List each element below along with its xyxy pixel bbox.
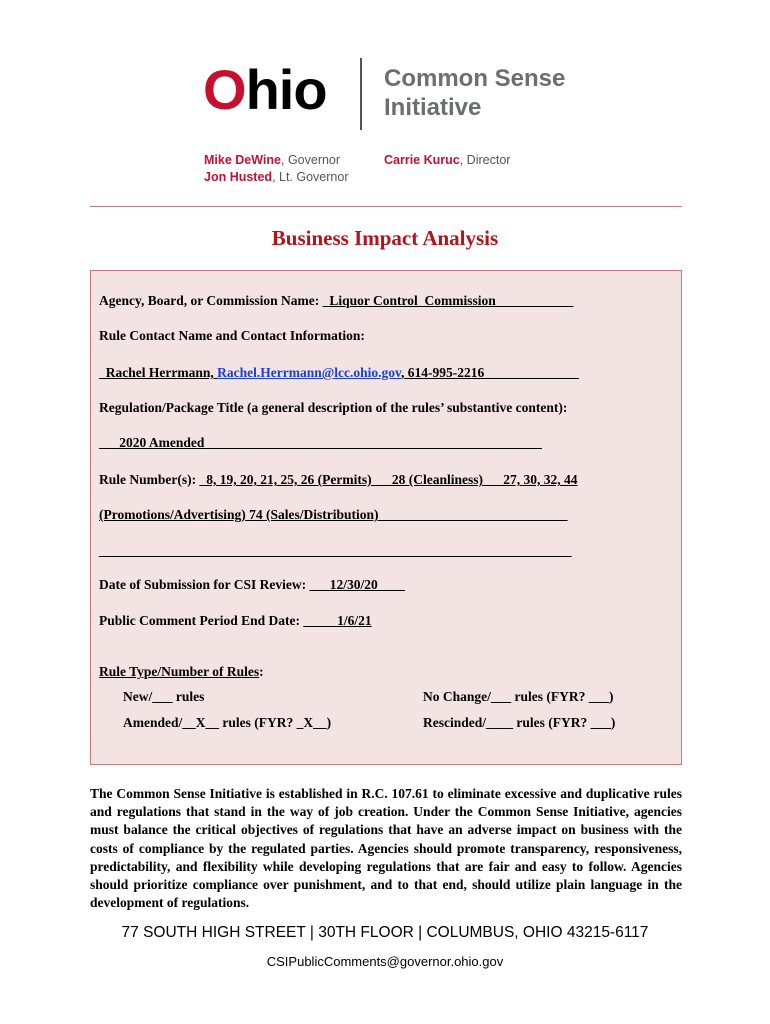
comment-label: Public Comment Period End Date: [99,613,304,628]
agency-value: _Liquor Control_Commission_____ ______ [322,293,574,308]
agency-label: Agency, Board, or Commission Name: [99,293,323,308]
contact-label: Rule Contact Name and Contact Information: [99,328,365,343]
no-change-rules: No Change/___ rules (FYR? ___) [423,689,614,704]
rule-numbers-line [99,472,577,488]
regulation-label: Regulation/Package Title (a general description of the rules’ substantive content): [99,400,568,415]
document-title: Business Impact Analysis [271,226,499,250]
rule-numbers-label: Rule Number(s): [99,472,200,487]
ohio-logo-o: O [203,58,246,121]
governor-name: Mike DeWine [204,153,281,167]
logo-divider [360,58,362,130]
csi-description-paragraph: The Common Sense Initiative is established in R.C. 107.61 to eliminate excessive and duplicative rules and regulations that stand in the way of job creation. Under the Common Sense Initiative, agencies must balance the critical objectives of regulations that have an adverse impact on business with the costs of compliance by the regulated parties. Agencies should promote transparency, responsiveness, predictability, and flexibility while developing regulations that are fair and easy to follow. Agencies should prioritize compliance over punishment, and to that end, should utilize plain language in the development of regulations. [90,786,682,911]
comment-line [99,613,372,629]
contact-line [99,365,579,381]
lt-governor-name: Jon Husted [204,170,273,184]
header-divider [90,206,682,207]
director-name: Carrie Kuruc [384,153,460,167]
footer-address: 77 SOUTH HIGH STREET | 30TH FLOOR | COLUMBUS, OHIO 43215-6117 [121,924,649,941]
submission-label: Date of Submission for CSI Review: [99,577,310,592]
new-rules: New/___ rules [123,689,205,704]
rescinded-rules: Rescinded/____ rules (FYR? ___) [423,715,616,730]
governor-line [204,152,349,169]
amended-rules: Amended/__X__ rules (FYR? _X__) [123,715,332,730]
csi-logo-line1: Common Sense [384,65,566,92]
contact-name: _Rachel Herrmann, [99,365,218,380]
form-box [90,270,682,765]
rule-numbers-continued: (Promotions/Advertising) 74 (Sales/Distribution)____________________________ [99,507,568,522]
rule-type-label: Rule Type/Number of Rules [99,664,260,679]
rule-numbers-value: _8, 19, 20, 21, 25, 26 (Permits)___28 (Cleanliness)___27, 30, 32, 44 [199,472,578,487]
agency-line [99,293,573,309]
officials-right [384,152,510,169]
submission-line [99,577,405,593]
contact-email-link[interactable]: Rachel.Herrmann@lcc.ohio.gov [217,365,402,380]
csi-logo-text [384,64,565,122]
csi-logo-line2: Initiative [384,94,482,121]
rule-type-colon: : [259,664,264,679]
contact-phone: , 614-995-2216______________ [401,365,579,380]
governor-title: , Governor [281,153,341,167]
lt-governor-line [204,169,349,186]
director-title: , Director [459,153,511,167]
rule-type-heading [99,664,264,680]
comment-value: _____1/6/21 [303,613,372,628]
officials-left [204,152,349,186]
lt-governor-title: , Lt. Governor [272,170,349,184]
blank-underline: ______________________________________________________________________ [99,543,572,558]
ohio-logo [203,60,327,120]
footer-email[interactable]: CSIPublicComments@governor.ohio.gov [266,954,504,969]
director-line [384,152,510,169]
ohio-logo-word: hio [245,58,327,121]
submission-value: ___12/30/20____ [309,577,405,592]
regulation-value: ___2020 Amended__________________________________________________ [99,435,542,450]
